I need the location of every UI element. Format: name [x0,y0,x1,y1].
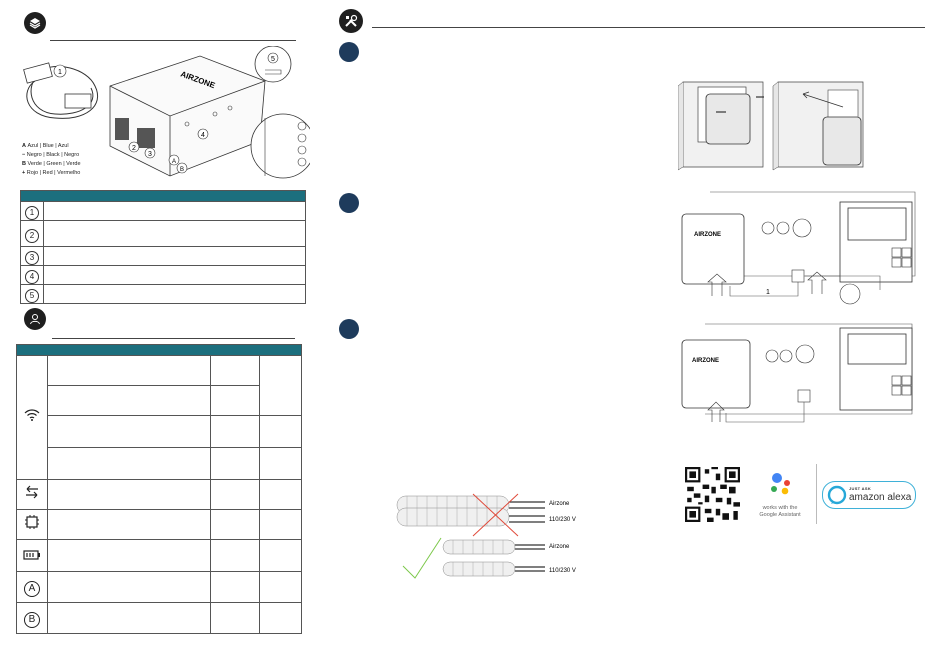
wire-legend-black: − Negro | Black | Negro [22,152,80,158]
parts-row-2-number: 2 [25,229,39,243]
alexa-badge[interactable] [822,481,916,509]
parts-table [20,190,306,304]
tools-icon [339,9,363,33]
cable-label-airzone-bottom: Airzone [549,544,570,550]
google-assistant-badge[interactable] [750,468,810,524]
callout-b: B [179,167,185,173]
google-assistant-line1: works with the [762,505,798,511]
parts-row-1-number: 1 [25,206,39,220]
alexa-pre: JUST ASK [849,486,872,491]
cable-label-voltage-bottom: 110/230 V [549,568,576,574]
wire-legend [22,142,104,178]
wire-legend-blue: A Azul | Blue | Azul [22,143,69,149]
cable-separation-illustration [393,488,593,584]
parts-row-3-number: 3 [25,251,39,265]
step-3-marker [339,319,359,339]
alexa-icon [827,485,847,505]
mounting-illustration [678,72,878,172]
callout-4: 4 [201,132,205,139]
callout-a: A [171,159,177,165]
chip-icon [24,514,40,530]
alexa-name: amazon alexa [849,492,912,503]
section-rule-installation [372,27,925,28]
terminal-a-icon: A [24,581,40,597]
callout-5: 5 [271,56,275,63]
arrows-exchange-icon [24,485,40,499]
section-rule-parts [50,40,296,41]
layers-icon [24,12,46,34]
cable-label-airzone-top: Airzone [549,501,570,507]
wiring-1-brand: AIRZONE [694,232,721,238]
wire-legend-red: + Rojo | Red | Vermelho [22,170,81,176]
badge-divider [816,464,817,524]
wifi-icon [24,408,40,422]
step-1-marker [339,42,359,62]
step-2-marker [339,193,359,213]
wiring-illustration-2 [680,318,930,438]
parts-row-4-number: 4 [25,270,39,284]
callout-3: 3 [148,151,152,158]
google-assistant-line2: Google Assistant [759,512,801,518]
leds-table-header [17,345,302,356]
callout-2: 2 [132,145,136,152]
wire-legend-green: B Verde | Green | Verde [22,161,81,167]
wiring-illustration-1 [680,186,930,316]
technician-icon [24,308,46,330]
parts-table-header [21,191,306,202]
wifi-led-cell [17,356,48,480]
wiring-cable-label: 1 [766,289,770,296]
google-assistant-icon [768,470,794,496]
leds-table [16,344,302,634]
callout-1: 1 [58,69,62,76]
wiring-2-brand: AIRZONE [692,358,719,364]
qr-code[interactable] [685,467,740,522]
terminal-b-icon: B [24,612,40,628]
cable-label-voltage-top: 110/230 V [549,517,576,523]
battery-icon [23,550,41,560]
parts-row-5-number: 5 [25,289,39,303]
device-brand: AIRZONE [179,69,217,91]
section-rule-leds [52,338,295,339]
